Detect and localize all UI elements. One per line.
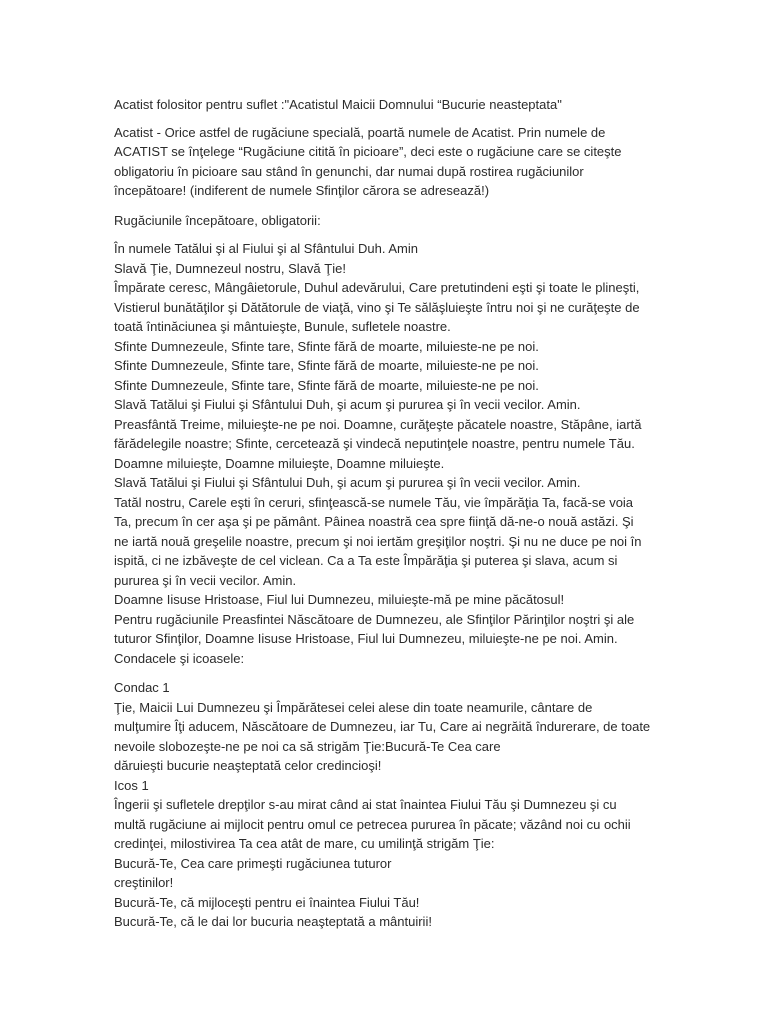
prayers-block [114, 239, 670, 668]
prayer-line: Slavă Tatălui şi Fiului şi Sfântului Duh, şi acum şi pururea şi în vecii vecilor. Amin. [114, 475, 581, 490]
akathist-line: dăruieşti bucurie neaşteptată celor credincioşi! [114, 758, 382, 773]
prayer-line: Sfinte Dumnezeule, Sfinte tare, Sfinte fără de moarte, miluieste-ne pe noi. [114, 338, 539, 354]
akathist-line: Bucură-Te, Cea care primeşti rugăciunea tuturor [114, 855, 392, 871]
prayer-line: În numele Tatălui şi al Fiului şi al Sfântului Duh. Amin [114, 241, 418, 256]
prayer-line: Condacele şi icoasele: [114, 650, 245, 666]
akathist-line: Bucură-Te, că mijloceşti pentru ei înaintea Fiului Tău! [114, 894, 420, 910]
prayers-heading: Rugăciunile începătoare, obligatorii: [114, 212, 321, 228]
akathist-line: multă rugăciune ai mijlocit pentru omul ce petrecea pururea în păcate; văzând noi cu ochii [114, 816, 631, 832]
akathist-block [114, 678, 670, 932]
prayer-line: Doamne miluieşte, Doamne miluieşte, Doamne miluieşte. [114, 455, 445, 471]
prayer-line: pururea şi în vecii vecilor. Amin. [114, 572, 297, 588]
intro-line: ACATIST se înţelege “Rugăciune citită în picioare”, deci este o rugăciune care se citeşte [114, 144, 622, 159]
akathist-line: Ţie, Maicii Lui Dumnezeu şi Împărătesei celei alese din toate neamurile, cântare de [114, 699, 593, 715]
prayer-line: Pentru rugăciunile Preasfintei Născătoare de Dumnezeu, ale Sfinţilor Părinţilor noştri şi ale [114, 611, 635, 627]
prayer-line: Împărate ceresc, Mângâietorule, Duhul adevărului, Care pretutindeni eşti şi toate le plineşti, [114, 280, 640, 295]
akathist-line: Icos 1 [114, 777, 149, 793]
intro-line: începătoare! (indiferent de numele Sfinţilor cărora se adresează!) [114, 183, 490, 198]
akathist-line: creştinilor! [114, 875, 174, 890]
prayer-line: toată întinăciunea şi mântuieşte, Bunule, sufletele noastre. [114, 319, 451, 334]
prayer-line: Ta, precum în cer aşa şi pe pământ. Pâinea noastră cea spre fiinţă dă-ne-o nouă astăzi. Şi [114, 514, 634, 529]
akathist-line: Bucură-Te, că le dai lor bucuria neaşteptată a mântuirii! [114, 914, 432, 929]
intro-line: Acatist - Orice astfel de rugăciune specială, poartă numele de Acatist. Prin numele de [114, 124, 606, 140]
prayer-line: Doamne Iisuse Hristoase, Fiul lui Dumnezeu, miluieşte-mă pe mine păcătosul! [114, 592, 565, 607]
prayer-line: Slavă Tatălui şi Fiului şi Sfântului Duh, şi acum şi pururea şi în vecii vecilor. Amin. [114, 397, 581, 412]
akathist-line: mulţumire Îţi aducem, Născătoare de Dumnezeu, iar Tu, Care ai negrăită îndurerare, de toate [114, 719, 651, 734]
prayer-line: ne iartă nouă greşelile noastre, precum şi noi iertăm greşiţilor noştri. Şi nu ne duce pe noi în [114, 533, 642, 549]
prayer-line: Tatăl nostru, Carele eşti în ceruri, sfinţească-se numele Tău, vie împărăţia Ta, facă-se voia [114, 494, 634, 510]
akathist-line: Condac 1 [114, 680, 170, 695]
prayer-line: Slavă Ţie, Dumnezeul nostru, Slavă Ţie! [114, 260, 346, 276]
document-title: Acatist folositor pentru suflet :"Acatistul Maicii Domnului “Bucurie neasteptata" [114, 97, 562, 112]
prayer-line: Vistierul bunătăţilor şi Dătătorule de viaţă, vino şi Te sălăşluieşte întru noi şi ne curăţeşte de [114, 299, 640, 315]
prayer-line: ispită, ci ne izbăveşte de cel viclean. Ca a Ta este Împărăţia şi puterea şi slava, acum si [114, 553, 618, 568]
intro-paragraph [114, 123, 670, 201]
akathist-line: credinţei, milostivirea Ta cea atât de mare, cu umilinţă strigăm Ţie: [114, 836, 495, 851]
prayer-line: Sfinte Dumnezeule, Sfinte tare, Sfinte fără de moarte, miluieste-ne pe noi. [114, 358, 539, 373]
akathist-line: nevoile slobozeşte-ne pe noi ca să strigăm Ţie:Bucură-Te Cea care [114, 738, 501, 754]
akathist-line: Îngerii şi sufletele drepţilor s-au mirat când ai stat înaintea Fiului Tău şi Dumnezeu şi cu [114, 797, 617, 812]
prayer-line: tuturor Sfinţilor, Doamne Iisuse Hristoase, Fiul lui Dumnezeu, miluieşte-ne pe noi. Amin. [114, 631, 618, 646]
intro-line: obligatoriu în picioare sau stând în genunchi, dar numai după rostirea rugăciunilor [114, 163, 584, 179]
prayer-line: Preasfântă Treime, miluieşte-ne pe noi. Doamne, curăţeşte păcatele noastre, Stăpâne, iartă [114, 416, 642, 432]
prayer-line: fărădelegile noastre; Sfinte, cercetează şi vindecă neputinţele noastre, pentru numele Tău. [114, 436, 635, 451]
prayer-line: Sfinte Dumnezeule, Sfinte tare, Sfinte fără de moarte, miluieste-ne pe noi. [114, 377, 539, 393]
